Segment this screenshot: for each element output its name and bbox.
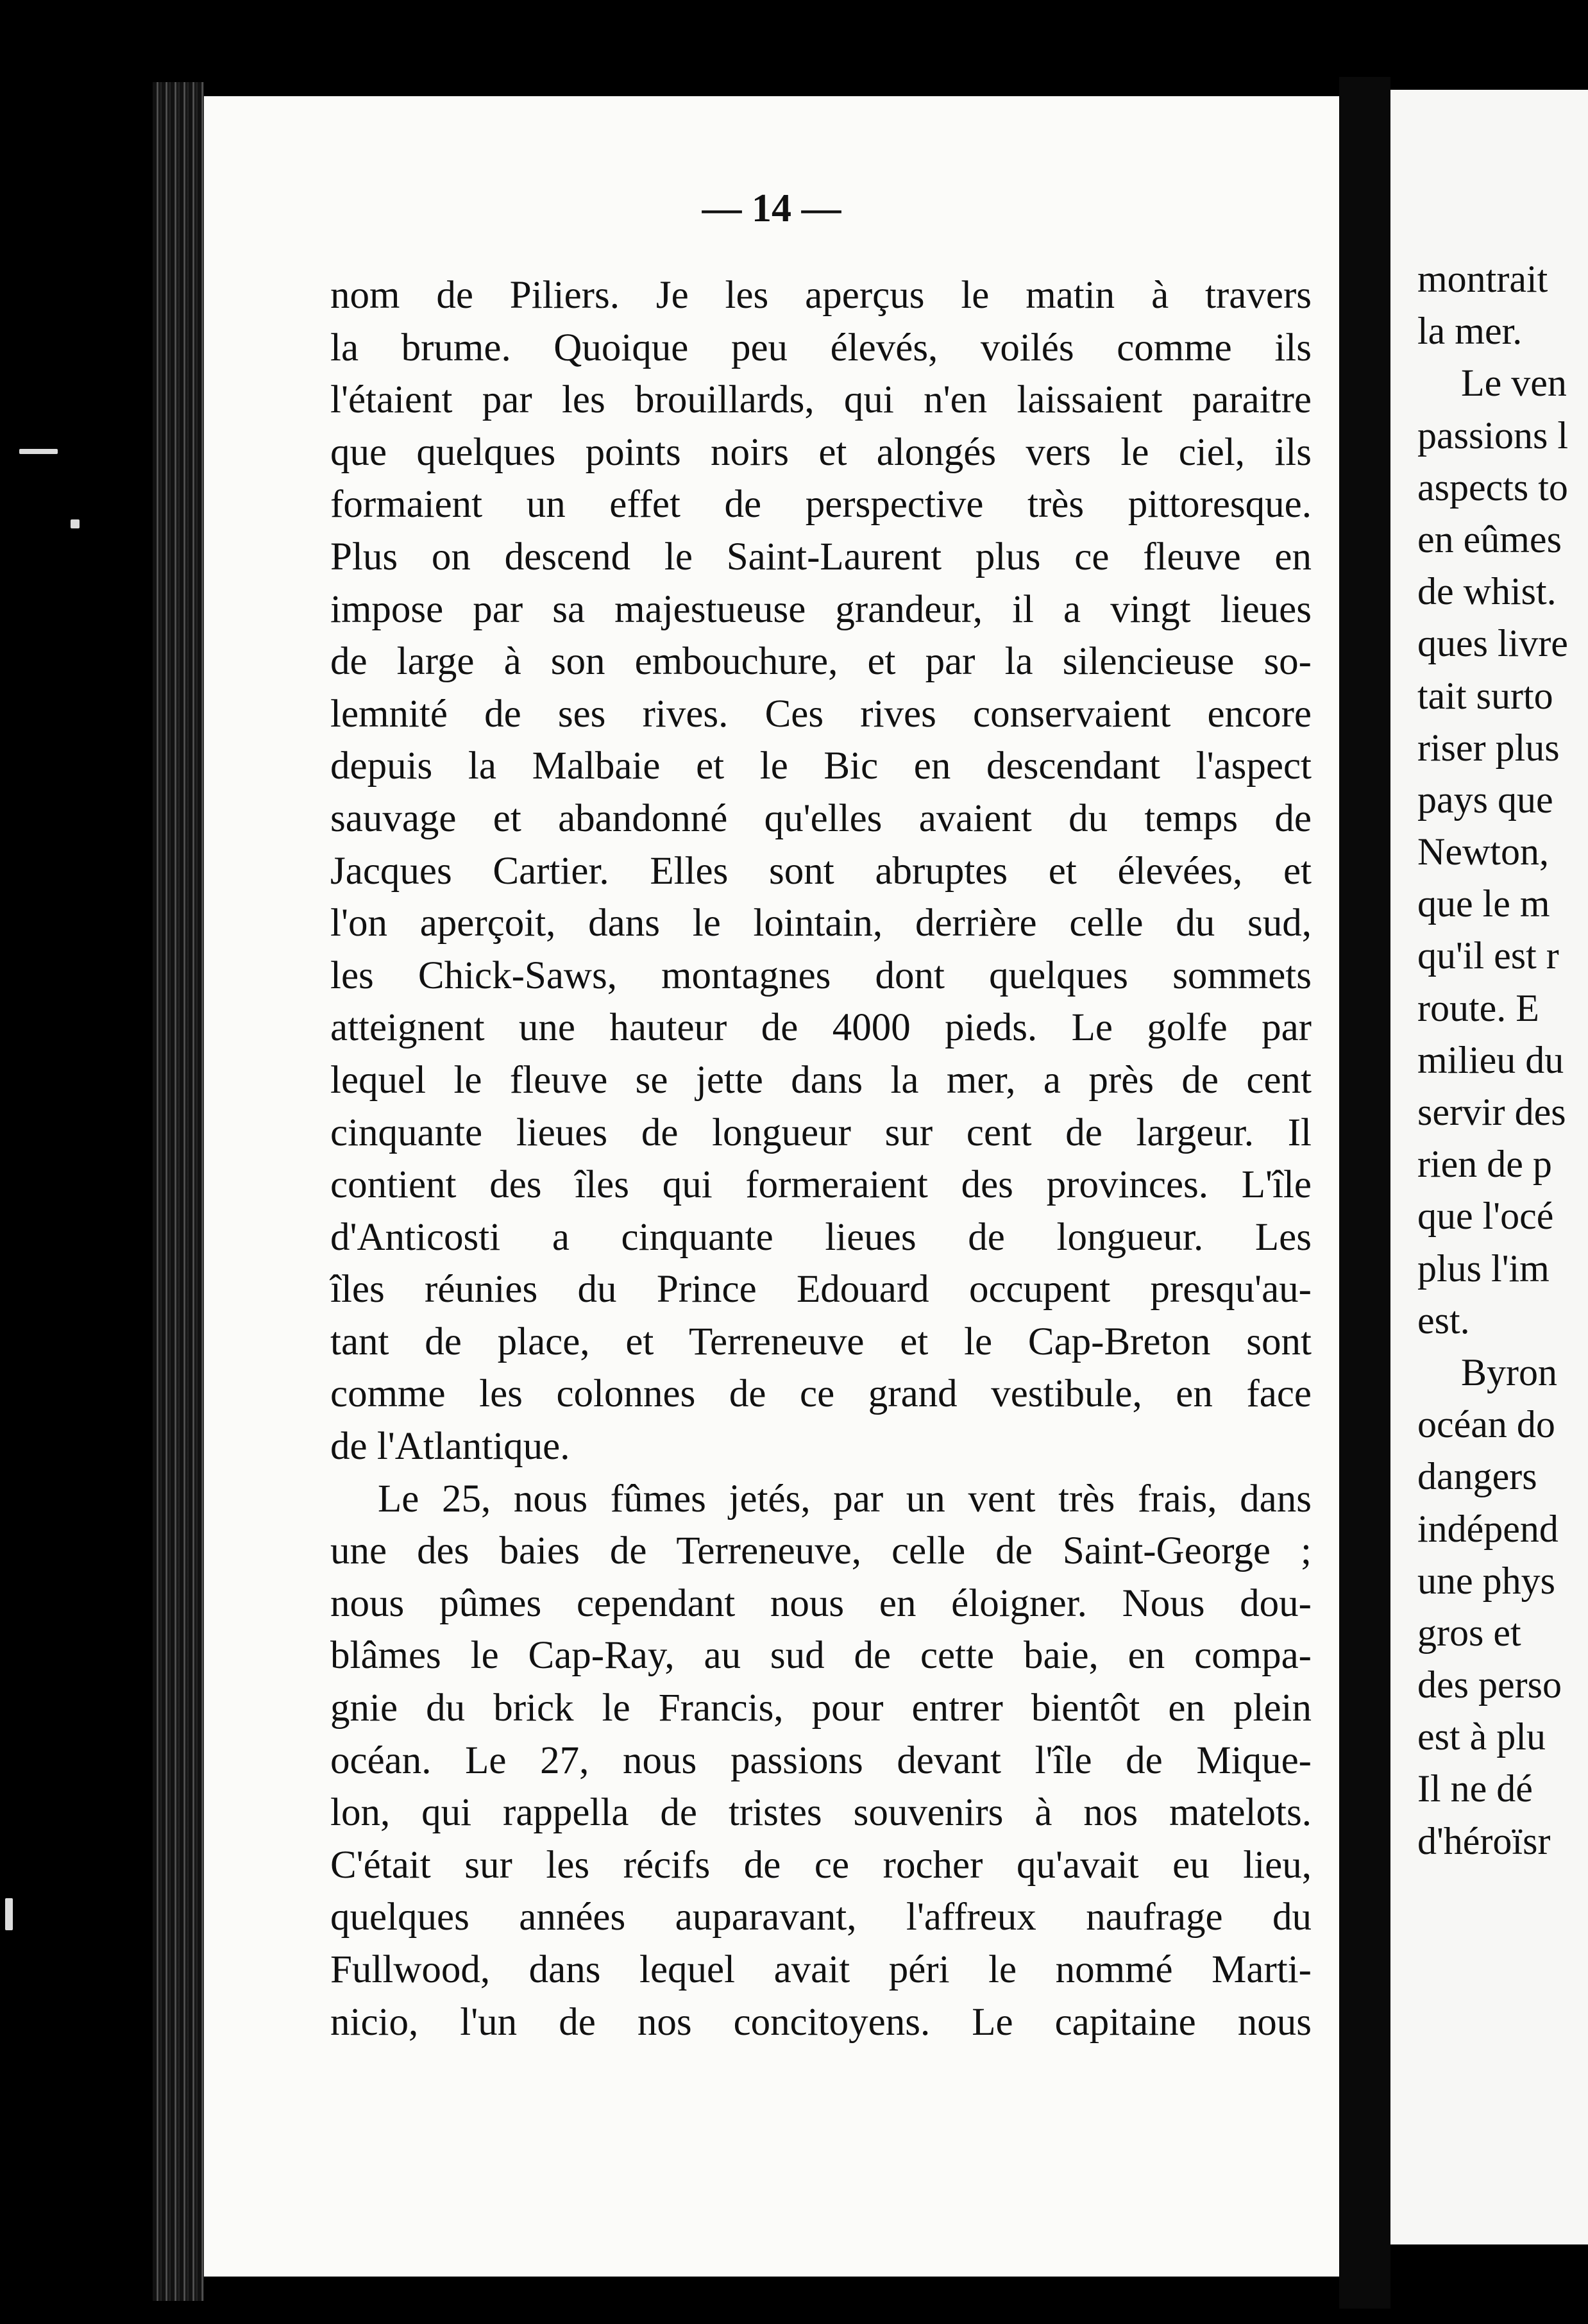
text-line: blâmes le Cap-Ray, au sud de cette baie, en compa- <box>330 1634 1312 1678</box>
margin-speck <box>19 449 58 454</box>
text-line: impose par sa majestueuse grandeur, il a vingt lieues <box>330 587 1312 631</box>
text-line: nous pûmes cependant nous en éloigner. Nous dou- <box>330 1581 1312 1625</box>
facing-text-column <box>1417 253 1588 1867</box>
text-line: Plus on descend le Saint-Laurent plus ce fleuve en <box>330 535 1312 578</box>
page-gutter <box>1339 77 1390 2309</box>
facing-text-line: Le ven <box>1461 362 1567 405</box>
text-line: l'étaient par les brouillards, qui n'en laissaient paraitre <box>330 378 1312 422</box>
facing-text-line: que le m <box>1417 882 1550 925</box>
facing-text-line: Byron <box>1461 1351 1557 1394</box>
text-line: lequel le fleuve se jette dans la mer, a près de cent <box>330 1058 1312 1102</box>
facing-text-line: servir des <box>1417 1091 1566 1133</box>
text-line: que quelques points noirs et alongés vers le ciel, ils <box>330 430 1312 474</box>
text-line: îles réunies du Prince Edouard occupent presqu'au- <box>330 1268 1312 1311</box>
facing-text-line: est. <box>1417 1299 1470 1342</box>
facing-text-line: ques livre <box>1417 622 1568 665</box>
book-binding <box>153 82 204 2301</box>
text-line: les Chick-Saws, montagnes dont quelques sommets <box>330 954 1312 997</box>
facing-text-line: tait surto <box>1417 674 1553 717</box>
text-line: de l'Atlantique. <box>330 1425 570 1469</box>
text-line: l'on aperçoit, dans le lointain, derrière celle du sud, <box>330 902 1312 945</box>
facing-text-line: milieu du <box>1417 1038 1564 1081</box>
facing-text-line: océan do <box>1417 1403 1555 1446</box>
text-line: Fullwood, dans lequel avait péri le nommé Marti- <box>330 1948 1312 1991</box>
text-line: quelques années auparavant, l'affreux naufrage du <box>330 1896 1312 1939</box>
facing-text-line: indépend <box>1417 1507 1558 1550</box>
facing-text-line: montrait <box>1417 258 1548 300</box>
facing-text-line: aspects to <box>1417 466 1568 509</box>
text-line: Jacques Cartier. Elles sont abruptes et élevées, et <box>330 849 1312 893</box>
text-line: atteignent une hauteur de 4000 pieds. Le golfe par <box>330 1006 1312 1050</box>
facing-text-line: riser plus <box>1417 726 1560 769</box>
text-line: formaient un effet de perspective très pittoresque. <box>330 483 1312 526</box>
facing-text-line: la mer. <box>1417 310 1523 353</box>
facing-text-line: route. E <box>1417 986 1539 1029</box>
text-line: tant de place, et Terreneuve et le Cap-Breton sont <box>330 1320 1312 1363</box>
facing-text-line: une phys <box>1417 1559 1555 1602</box>
text-line: gnie du brick le Francis, pour entrer bientôt en plein <box>330 1687 1312 1730</box>
facing-text-line: Il ne dé <box>1417 1767 1533 1810</box>
text-line: nicio, l'un de nos concitoyens. Le capitaine nous <box>330 2000 1312 2044</box>
facing-text-line: de whist. <box>1417 570 1557 613</box>
text-line: cinquante lieues de longueur sur cent de largeur. Il <box>330 1111 1312 1154</box>
margin-speck <box>5 1898 13 1930</box>
text-line: la brume. Quoique peu élevés, voilés comme ils <box>330 326 1312 369</box>
text-line: depuis la Malbaie et le Bic en descendant l'aspect <box>330 745 1312 788</box>
facing-text-line: qu'il est r <box>1417 934 1559 977</box>
main-text-column <box>330 269 1312 2048</box>
facing-text-line: passions l <box>1417 414 1569 457</box>
text-line: Le 25, nous fûmes jetés, par un vent très frais, dans <box>378 1477 1312 1520</box>
facing-text-line: Newton, <box>1417 830 1549 873</box>
facing-text-line: que l'océ <box>1417 1195 1554 1238</box>
text-line: contient des îles qui formeraient des provinces. L'île <box>330 1163 1312 1207</box>
facing-text-line: d'héroïsr <box>1417 1819 1551 1862</box>
text-line: une des baies de Terreneuve, celle de Saint-George ; <box>330 1529 1312 1573</box>
text-line: d'Anticosti a cinquante lieues de longueur. Les <box>330 1215 1312 1259</box>
facing-text-line: est à plu <box>1417 1715 1546 1758</box>
text-line: comme les colonnes de ce grand vestibule, en face <box>330 1372 1312 1416</box>
text-line: de large à son embouchure, et par la silencieuse so- <box>330 640 1312 684</box>
text-line: nom de Piliers. Je les aperçus le matin à travers <box>330 274 1312 317</box>
facing-text-line: en eûmes <box>1417 518 1562 560</box>
text-line: sauvage et abandonné qu'elles avaient du temps de <box>330 796 1312 840</box>
text-line: C'était sur les récifs de ce rocher qu'avait eu lieu, <box>330 1843 1312 1887</box>
page-number: — 14 — <box>702 187 841 230</box>
text-line: océan. Le 27, nous passions devant l'île de Mique- <box>330 1739 1312 1782</box>
margin-speck <box>71 519 80 528</box>
facing-text-line: des perso <box>1417 1663 1562 1706</box>
text-line: lon, qui rappella de tristes souvenirs à nos matelots. <box>330 1791 1312 1835</box>
facing-text-line: pays que <box>1417 778 1553 821</box>
facing-text-line: dangers <box>1417 1455 1537 1498</box>
facing-text-line: plus l'im <box>1417 1247 1550 1290</box>
facing-text-line: gros et <box>1417 1611 1521 1654</box>
facing-text-line: rien de p <box>1417 1143 1552 1186</box>
text-line: lemnité de ses rives. Ces rives conservaient encore <box>330 692 1312 736</box>
